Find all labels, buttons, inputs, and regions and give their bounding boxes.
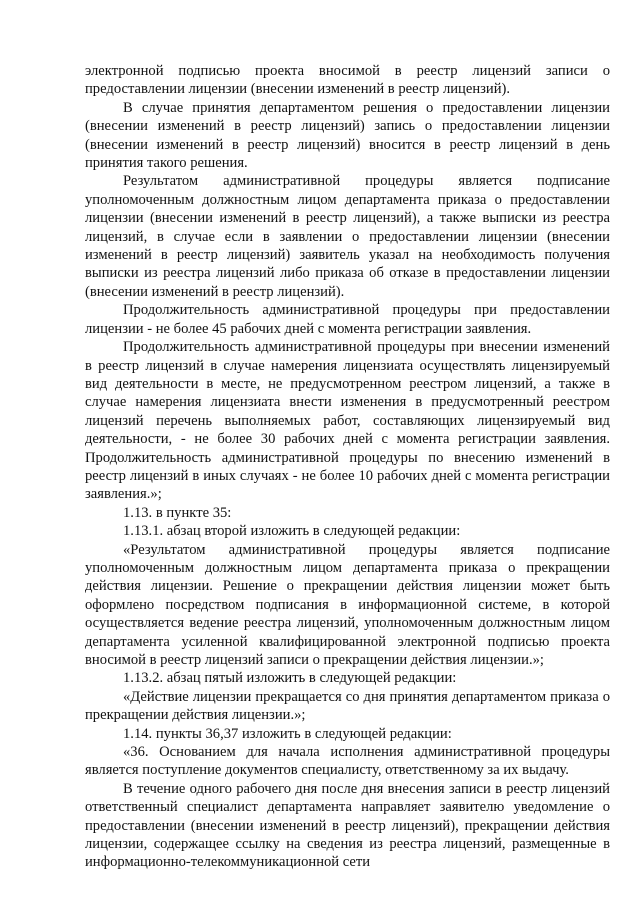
paragraph-item-1-13: 1.13. в пункте 35:: [123, 504, 232, 521]
paragraph-termination-effect: «Действие лицензии прекращается со дня принятия департаментом приказа о прекращении действия лицензии.»;: [85, 688, 610, 724]
paragraph-item-1-14: 1.14. пункты 36,37 изложить в следующей редакции:: [123, 725, 452, 742]
paragraph-item-36: «36. Основанием для начала исполнения административной процедуры является поступление документов специалисту, ответственному за их выдачу.: [85, 744, 610, 779]
paragraph-continuation: электронной подписью проекта вносимой в реестр лицензий записи о предоставлении лицензии (внесении изменений в реестр лицензий).: [85, 63, 610, 98]
paragraph-duration-license: Продолжительность административной процедуры при предоставлении лицензии - не более 45 рабочих дней с момента регистрации заявления.: [85, 302, 610, 337]
paragraph-item-1-13-1: 1.13.1. абзац второй изложить в следующей редакции:: [123, 523, 461, 540]
paragraph-duration-changes: Продолжительность административной процедуры при внесении изменений в реестр лицензий в случае намерения лицензиата осуществлять лицензируемый вид деятельности в месте, не предусмотренном реестром лицензий, а также в случае намерения лицензиата внести изменения в предусмотренный реестром лицензий перечень выполняемых работ, составляющих лицензируемый вид деятельности, - не более 30 рабочих дней с момента регистрации заявления. Продолжительность административной процедуры по внесению изменений в реестр лицензий в иных случаях - не более 10 рабочих дней с момента регистрации заявления.»;: [85, 339, 610, 503]
paragraph-procedure-result: Результатом административной процедуры является подписание уполномоченным должностным лицом департамента приказа о предоставлении лицензии (внесении изменений в реестр лицензий), а также выписки из реестра лицензий, в случае если в заявлении о предоставлении лицензии (внесении изменений в реестр лицензий) заявитель указал на необходимость получения выписки из реестра лицензий либо приказа об отказе в предоставлении лицензии (внесении изменений в реестр лицензий).: [85, 173, 610, 300]
paragraph-termination-result: «Результатом административной процедуры является подписание уполномоченным должностным лицом департамента приказа о прекращении действия лицензии. Решение о прекращении действия лицензии может быть оформлено посредством подписания в информационной системе, в которой осуществляется ведение реестра лицензий, уполномоченным должностным лицом департамента усиленной квалифицированной электронной подписью проекта вносимой в реестр лицензий записи о прекращении действия лицензии.»;: [85, 541, 610, 668]
paragraph-notification: В течение одного рабочего дня после дня внесения записи в реестр лицензий ответственный специалист департамента направляет заявителю уведомление о предоставлении (внесении изменений в реестр лицензий), прекращении действия лицензии, содержащее ссылку на сведения из реестра лицензий, размещенные в информационно-телекоммуникационной сети: [85, 780, 610, 871]
paragraph-license-decision: В случае принятия департаментом решения о предоставлении лицензии (внесении изменений в реестр лицензий) запись о предоставлении лицензии (внесении изменений в реестр лицензий) вносится в реестр лицензий в день принятия такого решения.: [85, 99, 610, 172]
paragraph-item-1-13-2: 1.13.2. абзац пятый изложить в следующей редакции:: [123, 670, 457, 687]
